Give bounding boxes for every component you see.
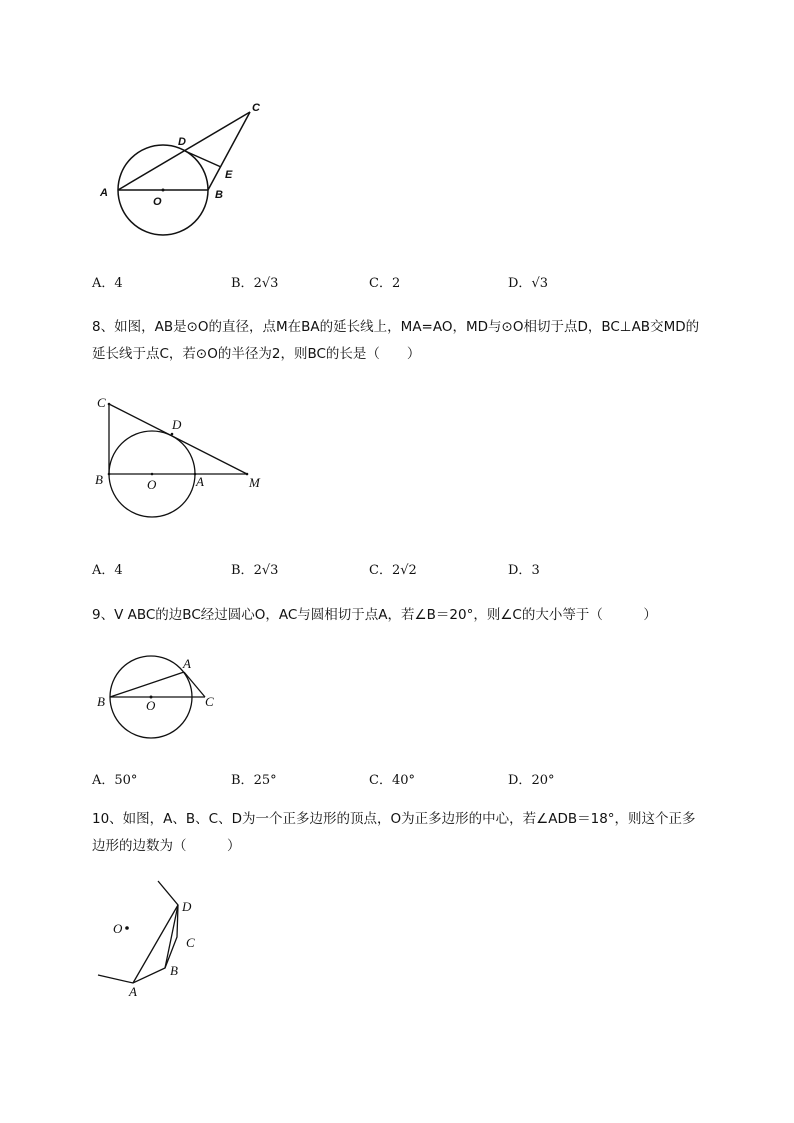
- q10-polygon-edges: [98, 881, 178, 983]
- q7-label-e: E: [225, 169, 233, 181]
- q7-label-o: O: [153, 196, 162, 208]
- q7-label-a: A: [100, 187, 108, 199]
- q8-diagram: [92, 392, 272, 522]
- q7-diagram: [90, 95, 280, 245]
- q8-point-m: [246, 473, 249, 476]
- q8-point-d: [171, 433, 174, 436]
- q9-line-1: 9、V ABC的边BC经过圆心O，AC与圆相切于点A，若∠B＝20°，则∠C的大小等于（ ）: [92, 607, 657, 623]
- q8-point-b: [108, 473, 111, 476]
- q8-option-b[interactable]: B．2√3: [231, 563, 279, 578]
- q9-line-ac: [184, 672, 205, 697]
- q8-label-o: O: [147, 477, 157, 492]
- q10-label-o: O: [113, 921, 123, 936]
- q7-option-b[interactable]: B．2√3: [231, 276, 279, 291]
- q9-label-c: C: [205, 694, 214, 709]
- q10-line-2: 边形的边数为（ ）: [92, 838, 241, 854]
- q8-stem: [92, 314, 742, 368]
- q10-line-1: 10、如图，A、B、C、D为一个正多边形的顶点，O为正多边形的中心，若∠ADB＝18°，则这个正多: [92, 811, 696, 827]
- q7-label-b: B: [215, 189, 223, 201]
- q8-figure: [92, 392, 272, 522]
- q8-line-1: 8、如图，AB是⊙O的直径，点M在BA的延长线上，MA=AO，MD与⊙O相切于点D，BC⊥AB交MD的: [92, 319, 700, 335]
- q8-label-m: M: [249, 475, 260, 490]
- q9-option-a[interactable]: A．50°: [92, 773, 138, 788]
- q10-figure: [92, 875, 222, 1000]
- q9-option-c[interactable]: C．40°: [369, 773, 415, 788]
- q10-diagram: [92, 875, 222, 1000]
- q10-label-a: A: [129, 984, 137, 999]
- q10-label-b: B: [170, 963, 178, 978]
- q9-label-o: O: [146, 698, 156, 713]
- q9-stem: [92, 602, 742, 629]
- q10-label-c: C: [186, 935, 195, 950]
- q8-label-b: B: [95, 472, 103, 487]
- q8-line-2: 延长线于点C，若⊙O的半径为2，则BC的长是（ ）: [92, 346, 421, 362]
- q8-point-o: [151, 473, 154, 476]
- q9-line-ba: [110, 672, 184, 697]
- q8-point-c: [108, 403, 111, 406]
- q7-option-d[interactable]: D．√3: [508, 276, 548, 291]
- q8-option-d[interactable]: D．3: [508, 563, 540, 578]
- q7-center-dot: [162, 189, 165, 192]
- q8-label-d: D: [172, 417, 182, 432]
- q8-label-c: C: [97, 395, 106, 410]
- q9-label-a: A: [183, 656, 191, 671]
- q9-option-b[interactable]: B．25°: [231, 773, 277, 788]
- q8-option-c[interactable]: C．2√2: [369, 563, 417, 578]
- q9-diagram: [92, 650, 232, 745]
- q10-label-d: D: [182, 899, 192, 914]
- q10-line-bd: [165, 905, 178, 968]
- q9-label-b: B: [97, 694, 105, 709]
- q7-figure: [90, 95, 280, 245]
- q9-option-d[interactable]: D．20°: [508, 773, 555, 788]
- q7-label-c: C: [252, 102, 260, 114]
- q10-stem: [92, 806, 742, 860]
- q7-option-a[interactable]: A．4: [92, 276, 123, 291]
- q9-figure: [92, 650, 232, 745]
- q8-line-cm: [109, 404, 247, 474]
- q8-label-a: A: [196, 474, 204, 489]
- q7-option-c[interactable]: C．2: [369, 276, 401, 291]
- q10-center-dot: [125, 926, 129, 930]
- q7-label-d: D: [178, 136, 186, 148]
- q7-line-de: [185, 151, 221, 167]
- q8-option-a[interactable]: A．4: [92, 563, 123, 578]
